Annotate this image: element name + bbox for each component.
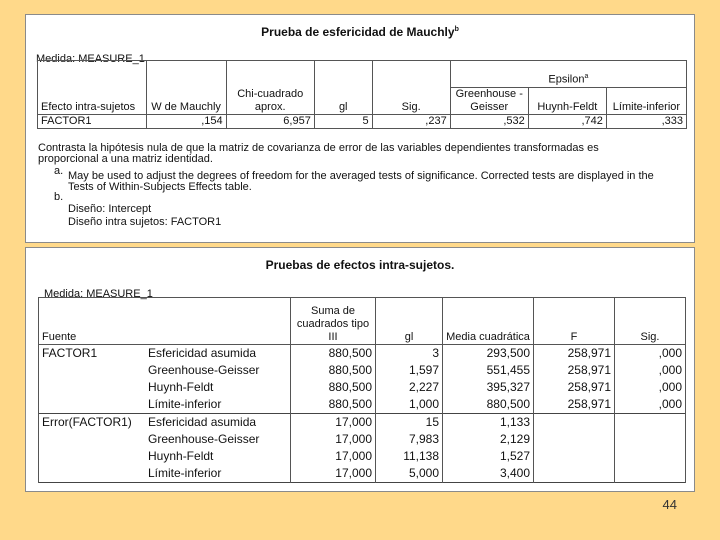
table-row — [39, 379, 686, 396]
note-main-line: Contrasta la hipótesis nula de que la matriz de covarianza de error de las variables dependientes transformadas es — [38, 142, 599, 154]
cell-source — [39, 362, 146, 379]
cell-source — [39, 396, 146, 414]
table-row — [39, 362, 686, 379]
cell-method: Greenhouse-Geisser — [145, 362, 291, 379]
page-number: 44 — [662, 497, 677, 512]
cell-f: 258,971 — [534, 362, 615, 379]
within-title: Pruebas de efectos intra-sujetos. — [265, 258, 455, 272]
note-a-text — [68, 166, 654, 193]
cell-sig: ,000 — [615, 396, 686, 414]
cell-effect: FACTOR1 — [38, 115, 147, 129]
cell-f: 258,971 — [534, 345, 615, 363]
cell-f — [534, 448, 615, 465]
note-main-line: proporcional a una matriz identidad. — [38, 153, 213, 165]
mauchly-table — [37, 60, 687, 129]
mauchly-title — [26, 25, 694, 39]
cell-w: ,154 — [146, 115, 226, 129]
cell-method: Greenhouse-Geisser — [145, 431, 291, 448]
cell-method: Esfericidad asumida — [145, 414, 291, 432]
table-row — [39, 431, 686, 448]
cell-f — [534, 431, 615, 448]
cell-gl: 3 — [376, 345, 443, 363]
cell-sig — [615, 448, 686, 465]
cell-method: Límite-inferior — [145, 396, 291, 414]
cell-source — [39, 465, 146, 483]
note-b-text — [68, 192, 221, 228]
cell-gl: 1,597 — [376, 362, 443, 379]
cell-suma: 880,500 — [291, 379, 376, 396]
table-row — [39, 465, 686, 483]
cell-media: 3,400 — [443, 465, 534, 483]
header-suma: Suma de cuadrados tipo III — [291, 298, 376, 345]
cell-media: 1,527 — [443, 448, 534, 465]
cell-f — [534, 414, 615, 432]
footnotes — [38, 143, 654, 228]
within-table-body — [39, 345, 686, 483]
cell-media: 551,455 — [443, 362, 534, 379]
header-effect: Efecto intra-sujetos — [38, 61, 147, 115]
header-sig2: Sig. — [615, 298, 686, 345]
cell-sig — [615, 414, 686, 432]
cell-media: 1,133 — [443, 414, 534, 432]
mauchly-title-footnote: b — [454, 26, 459, 33]
cell-sig — [615, 465, 686, 483]
header-media: Media cuadrática — [443, 298, 534, 345]
cell-f: 258,971 — [534, 396, 615, 414]
cell-huynh: ,742 — [528, 115, 606, 129]
within-subjects-table — [38, 297, 686, 483]
cell-method: Huynh-Feldt — [145, 448, 291, 465]
cell-sig: ,000 — [615, 345, 686, 363]
table-header-row — [38, 61, 687, 88]
cell-suma: 17,000 — [291, 448, 376, 465]
cell-method: Esfericidad asumida — [145, 345, 291, 363]
note-b-line: Diseño intra sujetos: FACTOR1 — [68, 216, 222, 228]
header-greenhouse: Greenhouse -Geisser — [450, 88, 528, 115]
header-sig: Sig. — [372, 61, 450, 115]
cell-media: 2,129 — [443, 431, 534, 448]
cell-source: Error(FACTOR1) — [39, 414, 146, 432]
cell-media: 293,500 — [443, 345, 534, 363]
cell-suma: 880,500 — [291, 362, 376, 379]
cell-chi: 6,957 — [226, 115, 314, 129]
cell-sig — [615, 431, 686, 448]
epsilon-label: Epsilon — [548, 74, 585, 86]
cell-sig: ,237 — [372, 115, 450, 129]
cell-suma: 17,000 — [291, 431, 376, 448]
within-subjects-panel — [25, 247, 695, 492]
cell-method: Límite-inferior — [145, 465, 291, 483]
cell-method: Huynh-Feldt — [145, 379, 291, 396]
table-row — [39, 345, 686, 363]
cell-sig: ,000 — [615, 362, 686, 379]
note-a-marker: a. — [54, 165, 64, 177]
cell-media: 395,327 — [443, 379, 534, 396]
cell-source — [39, 431, 146, 448]
header-chi-square: Chi-cuadrado aprox. — [226, 61, 314, 115]
medida-label: Medida: MEASURE_1 — [36, 53, 145, 65]
cell-sig: ,000 — [615, 379, 686, 396]
header-f: F — [534, 298, 615, 345]
note-b-line: Diseño: Intercept — [68, 203, 152, 215]
header-gl2: gl — [376, 298, 443, 345]
cell-f: 258,971 — [534, 379, 615, 396]
header-gl: gl — [314, 61, 372, 115]
table-row — [39, 414, 686, 432]
cell-limite: ,333 — [606, 115, 686, 129]
cell-gl: 5 — [314, 115, 372, 129]
cell-suma: 17,000 — [291, 414, 376, 432]
cell-greenhouse: ,532 — [450, 115, 528, 129]
header-w-mauchly: W de Mauchly — [146, 61, 226, 115]
table-header-row — [39, 298, 686, 345]
cell-gl: 2,227 — [376, 379, 443, 396]
medida-label-2: Medida: MEASURE_1 — [44, 288, 153, 300]
cell-gl: 11,138 — [376, 448, 443, 465]
cell-f — [534, 465, 615, 483]
note-b — [38, 192, 654, 228]
note-a-line: May be used to adjust the degrees of freedom for the averaged tests of significance. Corrected tests are displayed in the — [68, 170, 654, 182]
header-huynh: Huynh-Feldt — [528, 88, 606, 115]
mauchly-test-panel — [25, 14, 695, 243]
cell-suma: 880,500 — [291, 345, 376, 363]
cell-suma: 880,500 — [291, 396, 376, 414]
note-a-line: Tests of Within-Subjects Effects table. — [68, 181, 252, 193]
mauchly-title-text: Prueba de esfericidad de Mauchly — [261, 25, 455, 39]
cell-source — [39, 379, 146, 396]
cell-gl: 7,983 — [376, 431, 443, 448]
cell-source — [39, 448, 146, 465]
cell-gl: 15 — [376, 414, 443, 432]
note-b-marker: b. — [54, 191, 64, 203]
header-epsilon — [450, 61, 686, 88]
table-row — [38, 115, 687, 129]
cell-gl: 1,000 — [376, 396, 443, 414]
table-row — [39, 448, 686, 465]
cell-media: 880,500 — [443, 396, 534, 414]
note-a — [38, 166, 654, 193]
header-fuente: Fuente — [39, 298, 291, 345]
cell-source: FACTOR1 — [39, 345, 146, 363]
cell-gl: 5,000 — [376, 465, 443, 483]
epsilon-footnote: a — [584, 73, 589, 81]
header-limite: Límite-inferior — [606, 88, 686, 115]
cell-suma: 17,000 — [291, 465, 376, 483]
table-row — [39, 396, 686, 414]
